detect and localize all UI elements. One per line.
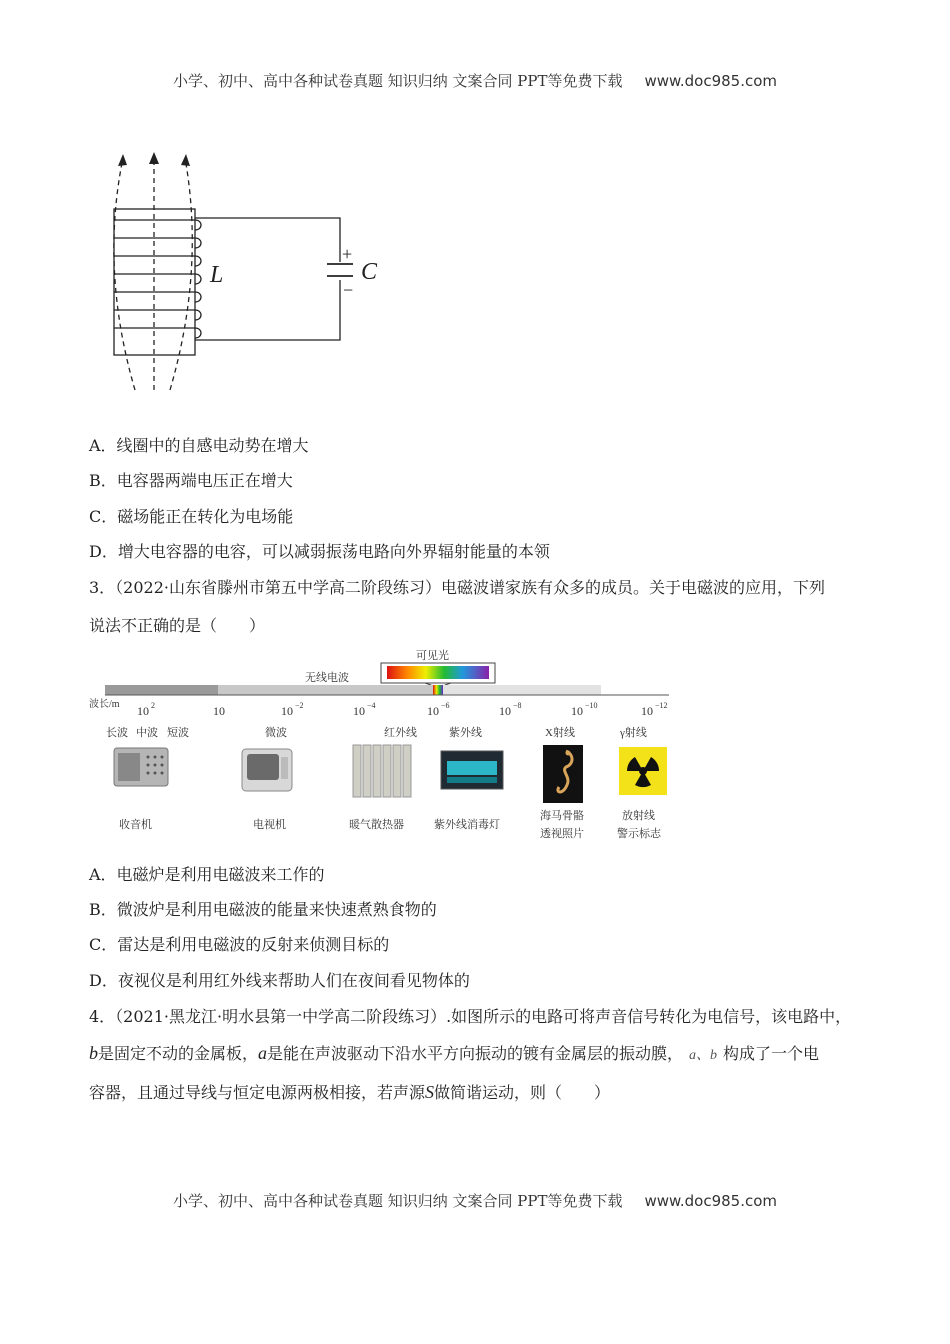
uv-lamp-icon bbox=[441, 751, 503, 789]
tick-label: 10 bbox=[353, 704, 365, 718]
radiator-icon bbox=[353, 745, 411, 797]
tick-labels bbox=[137, 701, 668, 718]
q4-stem-line2 bbox=[89, 1042, 819, 1067]
q3-option-b: B．微波炉是利用电磁波的能量来快速煮熟食物的 bbox=[89, 900, 437, 919]
tick-exponent: −8 bbox=[513, 701, 522, 710]
band-label-longwave: 长波 bbox=[106, 727, 128, 739]
tick-exponent: −6 bbox=[441, 701, 450, 710]
wire-top bbox=[195, 218, 340, 262]
band-label-xray: X射线 bbox=[545, 727, 575, 739]
radio-icon bbox=[114, 748, 168, 786]
tick-label: 10 bbox=[213, 704, 225, 718]
tick-exponent: 2 bbox=[151, 701, 155, 710]
seahorse-xray-icon bbox=[543, 745, 583, 803]
visible-light-rainbow bbox=[387, 666, 489, 679]
q4-var-ab: a、b bbox=[689, 1048, 718, 1063]
band-label-microwave: 微波 bbox=[265, 727, 287, 739]
q2-option-b: B．电容器两端电压正在增大 bbox=[89, 471, 293, 490]
q4-var-a: a bbox=[258, 1043, 268, 1063]
tick-label: 10 bbox=[571, 704, 583, 718]
page-footer bbox=[0, 1190, 950, 1211]
q4-var-b: b bbox=[89, 1043, 98, 1063]
q4-text-3b: 做简谐运动，则（ ） bbox=[434, 1083, 611, 1102]
q3-option-c: C．雷达是利用电磁波的反射来侦测目标的 bbox=[89, 935, 390, 954]
tv-icon bbox=[242, 749, 292, 791]
page-header bbox=[0, 70, 950, 91]
q3-option-a: A．电磁炉是利用电磁波来工作的 bbox=[89, 865, 325, 884]
spectrum-band-mid bbox=[218, 685, 433, 695]
q3-option-d: D．夜视仪是利用红外线来帮助人们在夜间看见物体的 bbox=[89, 971, 470, 990]
q2-option-d: D．增大电容器的电容，可以减弱振荡电路向外界辐射能量的本领 bbox=[89, 542, 550, 561]
q4-stem-line1: 4．（2021·黑龙江·明水县第一中学高二阶段练习）.如图所示的电路可将声音信号转化为电信号，该电路中， bbox=[89, 1007, 852, 1026]
q3-stem-line2: 说法不正确的是（ ） bbox=[89, 616, 266, 635]
footer-text: 小学、初中、高中各种试卷真题 知识归纳 文案合同 PPT等免费下载 bbox=[172, 1192, 623, 1210]
footer-url[interactable]: www.doc985.com bbox=[644, 1192, 778, 1210]
q3-stem-line1: 3．（2022·山东省滕州市第五中学高二阶段练习）电磁波谱家族有众多的成员。关于电磁波的应用，下列 bbox=[89, 578, 825, 597]
tick-label: 10 bbox=[499, 704, 511, 718]
q4-stem-line3 bbox=[89, 1081, 610, 1104]
caption-radiator: 暖气散热器 bbox=[349, 819, 404, 831]
band-label-ultraviolet: 紫外线 bbox=[449, 727, 482, 739]
tick-exponent: −2 bbox=[295, 701, 304, 710]
band-label-mediumwave: 中波 bbox=[136, 727, 158, 739]
band-label-shortwave: 短波 bbox=[167, 727, 189, 739]
radiation-warning-icon bbox=[619, 747, 667, 795]
q4-text-2a: 是固定不动的金属板， bbox=[98, 1044, 259, 1063]
axis-unit-label: 波长/m bbox=[89, 699, 120, 710]
coil-winding bbox=[114, 220, 201, 338]
caption-seahorse-1: 海马骨骼 bbox=[540, 810, 584, 822]
arrow-right-icon bbox=[181, 154, 190, 166]
caption-radiation-1: 放射线 bbox=[622, 810, 655, 822]
q2-option-c: C．磁场能正在转化为电场能 bbox=[89, 507, 294, 526]
tick-exponent: −4 bbox=[367, 701, 376, 710]
capacitor-label: C bbox=[361, 259, 378, 285]
spectrum-band-visible bbox=[433, 685, 443, 695]
tick-label: 10 bbox=[641, 704, 653, 718]
lc-circuit-figure bbox=[95, 150, 395, 400]
plus-sign: + bbox=[342, 244, 353, 264]
spectrum-band-dark bbox=[105, 685, 218, 695]
header-text: 小学、初中、高中各种试卷真题 知识归纳 文案合同 PPT等免费下载 bbox=[172, 72, 623, 90]
caption-uv-lamp: 紫外线消毒灯 bbox=[434, 819, 500, 831]
band-label-gamma: γ射线 bbox=[620, 727, 647, 739]
caption-seahorse-2: 透视照片 bbox=[540, 828, 584, 840]
inductor-label: L bbox=[210, 262, 224, 288]
arrow-left-icon bbox=[118, 154, 127, 166]
arrow-center-icon bbox=[149, 152, 159, 164]
q4-text-3a: 容器，且通过导线与恒定电源两极相接，若声源 bbox=[89, 1083, 426, 1102]
q4-text-2b: 是能在声波驱动下沿水平方向振动的镀有金属层的振动膜， bbox=[267, 1044, 684, 1063]
caption-radiation-2: 警示标志 bbox=[617, 828, 661, 840]
q2-option-a: A．线圈中的自感电动势在增大 bbox=[89, 436, 309, 455]
tick-label: 10 bbox=[427, 704, 439, 718]
radio-wave-label: 无线电波 bbox=[305, 672, 349, 684]
minus-sign: − bbox=[343, 280, 354, 300]
wire-bottom bbox=[195, 280, 340, 340]
q4-text-2c: 构成了一个电 bbox=[723, 1044, 820, 1063]
em-spectrum-figure bbox=[85, 645, 675, 850]
band-label-infrared: 红外线 bbox=[384, 727, 417, 739]
q4-var-s: S bbox=[425, 1082, 435, 1102]
tick-exponent: −10 bbox=[585, 701, 598, 710]
tick-label: 10 bbox=[137, 704, 149, 718]
visible-light-label: 可见光 bbox=[416, 650, 449, 662]
spectrum-band-light bbox=[443, 685, 601, 695]
caption-radio: 收音机 bbox=[119, 819, 152, 831]
caption-tv: 电视机 bbox=[253, 819, 286, 831]
header-url[interactable]: www.doc985.com bbox=[644, 72, 778, 90]
tick-exponent: −12 bbox=[655, 701, 668, 710]
tick-label: 10 bbox=[281, 704, 293, 718]
